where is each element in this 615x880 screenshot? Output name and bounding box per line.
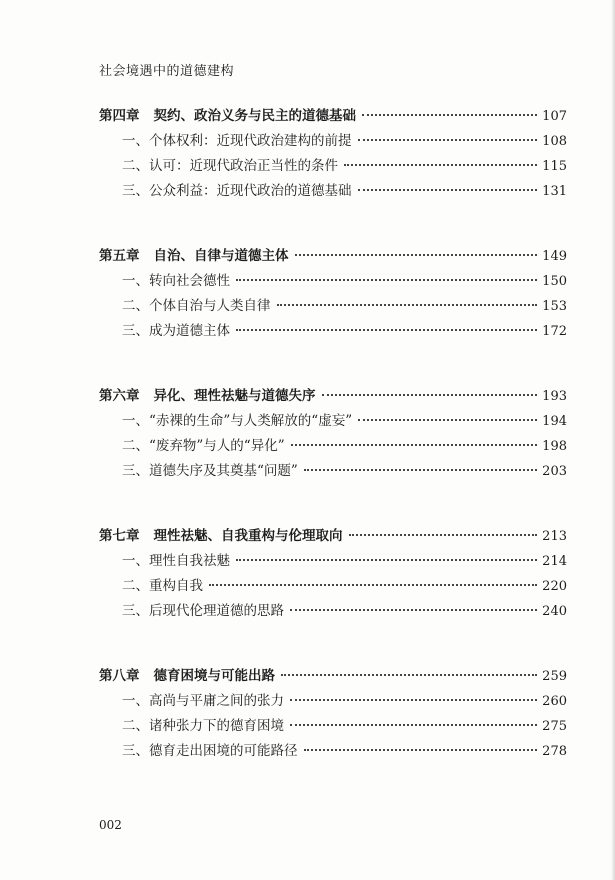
dot-leader: [358, 419, 537, 421]
page-number: 194: [542, 414, 567, 429]
section-title: 一、理性自我祛魅: [122, 553, 230, 569]
page-number: 150: [542, 274, 567, 289]
section-title: 二、认可：近现代政治正当性的条件: [122, 158, 338, 174]
chapter-block-4: [99, 104, 567, 204]
page-number: 198: [542, 439, 567, 454]
dot-leader: [295, 254, 538, 256]
section-title: 二、诸种张力下的德育困境: [122, 718, 284, 734]
section-entry[interactable]: [99, 714, 567, 739]
dot-leader: [322, 394, 538, 396]
page-number: 260: [542, 694, 567, 709]
section-entry[interactable]: [99, 269, 567, 294]
chapter-number: 第五章: [99, 248, 140, 264]
section-entry[interactable]: [99, 549, 567, 574]
section-entry[interactable]: [99, 319, 567, 344]
page-number: 193: [542, 389, 567, 404]
dot-leader: [236, 329, 537, 331]
page-number: 214: [542, 554, 567, 569]
section-title: 三、道德失序及其奠基“问题”: [122, 463, 298, 479]
chapter-number: 第四章: [99, 108, 140, 124]
dot-leader: [277, 304, 538, 306]
chapter-title: 异化、理性祛魅与道德失序: [153, 388, 316, 404]
section-title: 三、公众利益：近现代政治的道德基础: [122, 183, 352, 199]
page-number: 240: [542, 604, 567, 619]
section-title: 二、“废弃物”与人的“异化”: [122, 438, 285, 454]
chapter-entry[interactable]: [99, 104, 567, 129]
dot-leader: [358, 189, 538, 191]
chapter-title: 契约、政治义务与民主的道德基础: [153, 108, 356, 124]
dot-leader: [290, 724, 537, 726]
chapter-title: 自治、自律与道德主体: [153, 248, 289, 264]
section-entry[interactable]: [99, 154, 567, 179]
chapter-block-7: [99, 524, 567, 624]
dot-leader: [209, 584, 537, 586]
page-number: 153: [542, 299, 567, 314]
section-title: 二、重构自我: [122, 578, 203, 594]
chapter-number: 第六章: [99, 388, 140, 404]
dot-leader: [358, 139, 538, 141]
dot-leader: [344, 164, 537, 166]
section-title: 二、个体自治与人类自律: [122, 298, 271, 314]
page-number: 213: [542, 529, 567, 544]
section-entry[interactable]: [99, 459, 567, 484]
running-head: 社会境遇中的道德建构: [99, 64, 235, 79]
section-entry[interactable]: [99, 129, 567, 154]
page-number: 149: [542, 249, 567, 264]
dot-leader: [281, 674, 537, 676]
section-entry[interactable]: [99, 689, 567, 714]
chapter-title: 理性祛魅、自我重构与伦理取向: [153, 528, 343, 544]
page-number: 220: [542, 579, 567, 594]
dot-leader: [304, 749, 538, 751]
section-title: 一、“赤裸的生命”与人类解放的“虚妄”: [122, 413, 353, 429]
dot-leader: [290, 699, 537, 701]
page-number: 275: [542, 719, 567, 734]
section-entry[interactable]: [99, 599, 567, 624]
chapter-number: 第八章: [99, 668, 140, 684]
page-folio: 002: [99, 818, 122, 832]
page-number: 131: [542, 184, 567, 199]
dot-leader: [290, 609, 537, 611]
page-number: 203: [542, 464, 567, 479]
section-title: 一、高尚与平庸之间的张力: [122, 693, 284, 709]
section-title: 一、转向社会德性: [122, 273, 230, 289]
chapter-entry[interactable]: [99, 384, 567, 409]
page-number: 107: [542, 109, 567, 124]
section-title: 三、成为道德主体: [122, 323, 230, 339]
page-number: 108: [542, 134, 567, 149]
page-number: 259: [542, 669, 567, 684]
section-entry[interactable]: [99, 179, 567, 204]
page-edge-shadow: [611, 0, 615, 880]
dot-leader: [304, 469, 537, 471]
page-number: 172: [542, 324, 567, 339]
section-title: 三、德育走出困境的可能路径: [122, 743, 298, 759]
chapter-entry[interactable]: [99, 244, 567, 269]
chapter-number: 第七章: [99, 528, 140, 544]
section-entry[interactable]: [99, 434, 567, 459]
chapter-block-8: [99, 664, 567, 764]
section-entry[interactable]: [99, 574, 567, 599]
dot-leader: [236, 279, 537, 281]
chapter-block-5: [99, 244, 567, 344]
chapter-entry[interactable]: [99, 524, 567, 549]
page-number: 278: [542, 744, 567, 759]
section-entry[interactable]: [99, 739, 567, 764]
dot-leader: [362, 114, 537, 116]
chapter-entry[interactable]: [99, 664, 567, 689]
page-number: 115: [542, 159, 567, 174]
section-entry[interactable]: [99, 294, 567, 319]
dot-leader: [349, 534, 538, 536]
section-title: 三、后现代伦理道德的思路: [122, 603, 284, 619]
chapter-block-6: [99, 384, 567, 484]
table-of-contents: [99, 104, 567, 764]
section-title: 一、个体权利：近现代政治建构的前提: [122, 133, 352, 149]
dot-leader: [236, 559, 537, 561]
section-entry[interactable]: [99, 409, 567, 434]
chapter-title: 德育困境与可能出路: [153, 668, 275, 684]
dot-leader: [291, 444, 537, 446]
